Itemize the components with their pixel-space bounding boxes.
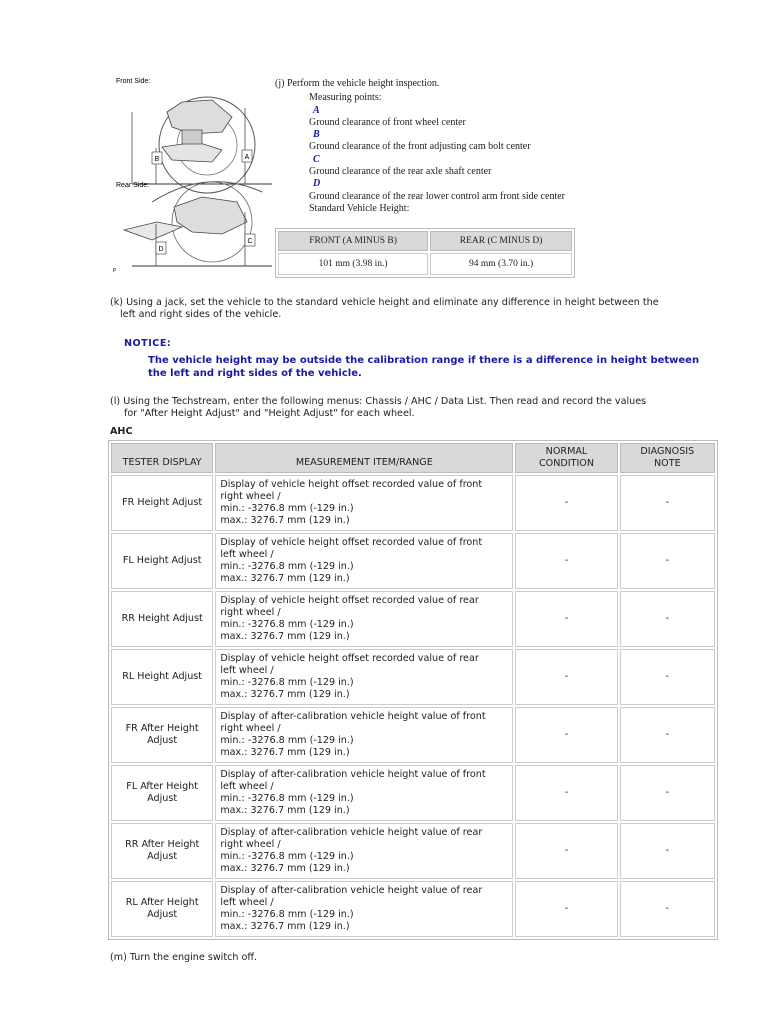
point-letter: D <box>313 178 321 190</box>
step-l-line: (l) Using the Techstream, enter the following menus: Chassis / AHC / Data List. Then read and record the values <box>110 396 647 407</box>
table-header: REAR (C MINUS D) <box>430 231 572 251</box>
measurement-cell: Display of after-calibration vehicle height value of rear right wheel / min.: -3276.8 mm (-129 in.) max.: 3276.7 mm (129 in.) <box>215 823 513 879</box>
notice-line: The vehicle height may be outside the calibration range if there is a difference in height between <box>148 355 700 366</box>
diagnosis-note-cell: - <box>620 881 715 937</box>
table-row <box>111 649 715 705</box>
measurement-cell: Display of after-calibration vehicle height value of rear left wheel / min.: -3276.8 mm (-129 in.) max.: 3276.7 mm (129 in.) <box>215 881 513 937</box>
step-j <box>275 78 595 215</box>
normal-condition-cell: - <box>515 649 617 705</box>
point-text: Ground clearance of the rear axle shaft center <box>309 166 492 178</box>
tester-display-cell: RL Height Adjust <box>111 649 213 705</box>
measuring-points-label: Measuring points: <box>309 92 382 104</box>
front-side-label: Front Side: <box>116 78 151 85</box>
table-cell: 101 mm (3.98 in.) <box>278 253 428 275</box>
point-letter: A <box>313 104 320 116</box>
diagnosis-note-cell: - <box>620 765 715 821</box>
tester-display-cell: RR After Height Adjust <box>111 823 213 879</box>
point-letter: B <box>313 129 320 141</box>
tester-display-cell: FR After Height Adjust <box>111 707 213 763</box>
label-c: C <box>247 238 253 245</box>
step-l-line: for "After Height Adjust" and "Height Adjust" for each wheel. <box>124 408 415 419</box>
label-b: B <box>154 156 160 163</box>
table-row <box>111 475 715 531</box>
rear-side-label: Rear Side: <box>116 182 150 189</box>
table-row <box>111 591 715 647</box>
diagnosis-note-cell: - <box>620 591 715 647</box>
diagnosis-note-cell: - <box>620 533 715 589</box>
normal-condition-cell: - <box>515 475 617 531</box>
measurement-cell: Display of vehicle height offset recorded value of rear left wheel / min.: -3276.8 mm (-129 in.) max.: 3276.7 mm (129 in.) <box>215 649 513 705</box>
normal-condition-cell: - <box>515 591 617 647</box>
table-row <box>111 707 715 763</box>
suspension-diagram <box>112 72 274 277</box>
normal-condition-cell: - <box>515 823 617 879</box>
table-row <box>111 881 715 937</box>
table-cell: 94 mm (3.70 in.) <box>430 253 572 275</box>
header-tester-display: TESTER DISPLAY <box>111 443 213 473</box>
header-row <box>111 443 715 473</box>
point-text: Ground clearance of the front adjusting cam bolt center <box>309 141 531 153</box>
table-row <box>111 533 715 589</box>
point-text: Ground clearance of front wheel center <box>309 116 466 128</box>
notice-line: the left and right sides of the vehicle. <box>148 368 362 379</box>
table-row <box>111 765 715 821</box>
normal-condition-cell: - <box>515 881 617 937</box>
normal-condition-cell: - <box>515 707 617 763</box>
diagnosis-note-cell: - <box>620 475 715 531</box>
step-k <box>110 297 720 321</box>
point-letter: C <box>313 153 320 165</box>
measurement-cell: Display of vehicle height offset recorded value of front right wheel / min.: -3276.8 mm (-129 in.) max.: 3276.7 mm (129 in.) <box>215 475 513 531</box>
standard-height-table <box>275 228 575 278</box>
step-k-line: left and right sides of the vehicle. <box>120 309 282 320</box>
step-m: (m) Turn the engine switch off. <box>110 952 258 963</box>
header-measurement: MEASUREMENT ITEM/RANGE <box>215 443 513 473</box>
ahc-title: AHC <box>110 426 133 437</box>
step-k-line: (k) Using a jack, set the vehicle to the standard vehicle height and eliminate any difference in height between the <box>110 297 659 308</box>
table-row <box>111 823 715 879</box>
point-text: Ground clearance of the rear lower control arm front side center <box>309 190 565 202</box>
step-j-title: (j) Perform the vehicle height inspection. <box>275 78 440 89</box>
standard-height-label: Standard Vehicle Height: <box>309 202 410 214</box>
notice-box <box>124 338 724 380</box>
label-d: D <box>158 246 164 253</box>
measurement-cell: Display of vehicle height offset recorded value of front left wheel / min.: -3276.8 mm (-129 in.) max.: 3276.7 mm (129 in.) <box>215 533 513 589</box>
tester-display-cell: RL After Height Adjust <box>111 881 213 937</box>
measurement-cell: Display of after-calibration vehicle height value of front left wheel / min.: -3276.8 mm (-129 in.) max.: 3276.7 mm (129 in.) <box>215 765 513 821</box>
measurement-cell: Display of vehicle height offset recorded value of rear right wheel / min.: -3276.8 mm (-129 in.) max.: 3276.7 mm (129 in.) <box>215 591 513 647</box>
label-a: A <box>244 154 250 161</box>
table-header: FRONT (A MINUS B) <box>278 231 428 251</box>
header-normal-condition: NORMAL CONDITION <box>515 443 617 473</box>
tester-display-cell: RR Height Adjust <box>111 591 213 647</box>
tester-display-cell: FL Height Adjust <box>111 533 213 589</box>
measurement-cell: Display of after-calibration vehicle height value of front right wheel / min.: -3276.8 mm (-129 in.) max.: 3276.7 mm (129 in.) <box>215 707 513 763</box>
vehicle-height-figure <box>112 72 274 277</box>
diagnosis-note-cell: - <box>620 707 715 763</box>
notice-title: NOTICE: <box>124 338 172 349</box>
tester-display-cell: FL After Height Adjust <box>111 765 213 821</box>
step-l <box>110 396 720 420</box>
normal-condition-cell: - <box>515 533 617 589</box>
tester-display-cell: FR Height Adjust <box>111 475 213 531</box>
diagnosis-note-cell: - <box>620 823 715 879</box>
normal-condition-cell: - <box>515 765 617 821</box>
figure-code: P <box>113 268 117 274</box>
diagnosis-note-cell: - <box>620 649 715 705</box>
ahc-data-table <box>108 440 718 940</box>
header-diagnosis-note: DIAGNOSIS NOTE <box>620 443 715 473</box>
